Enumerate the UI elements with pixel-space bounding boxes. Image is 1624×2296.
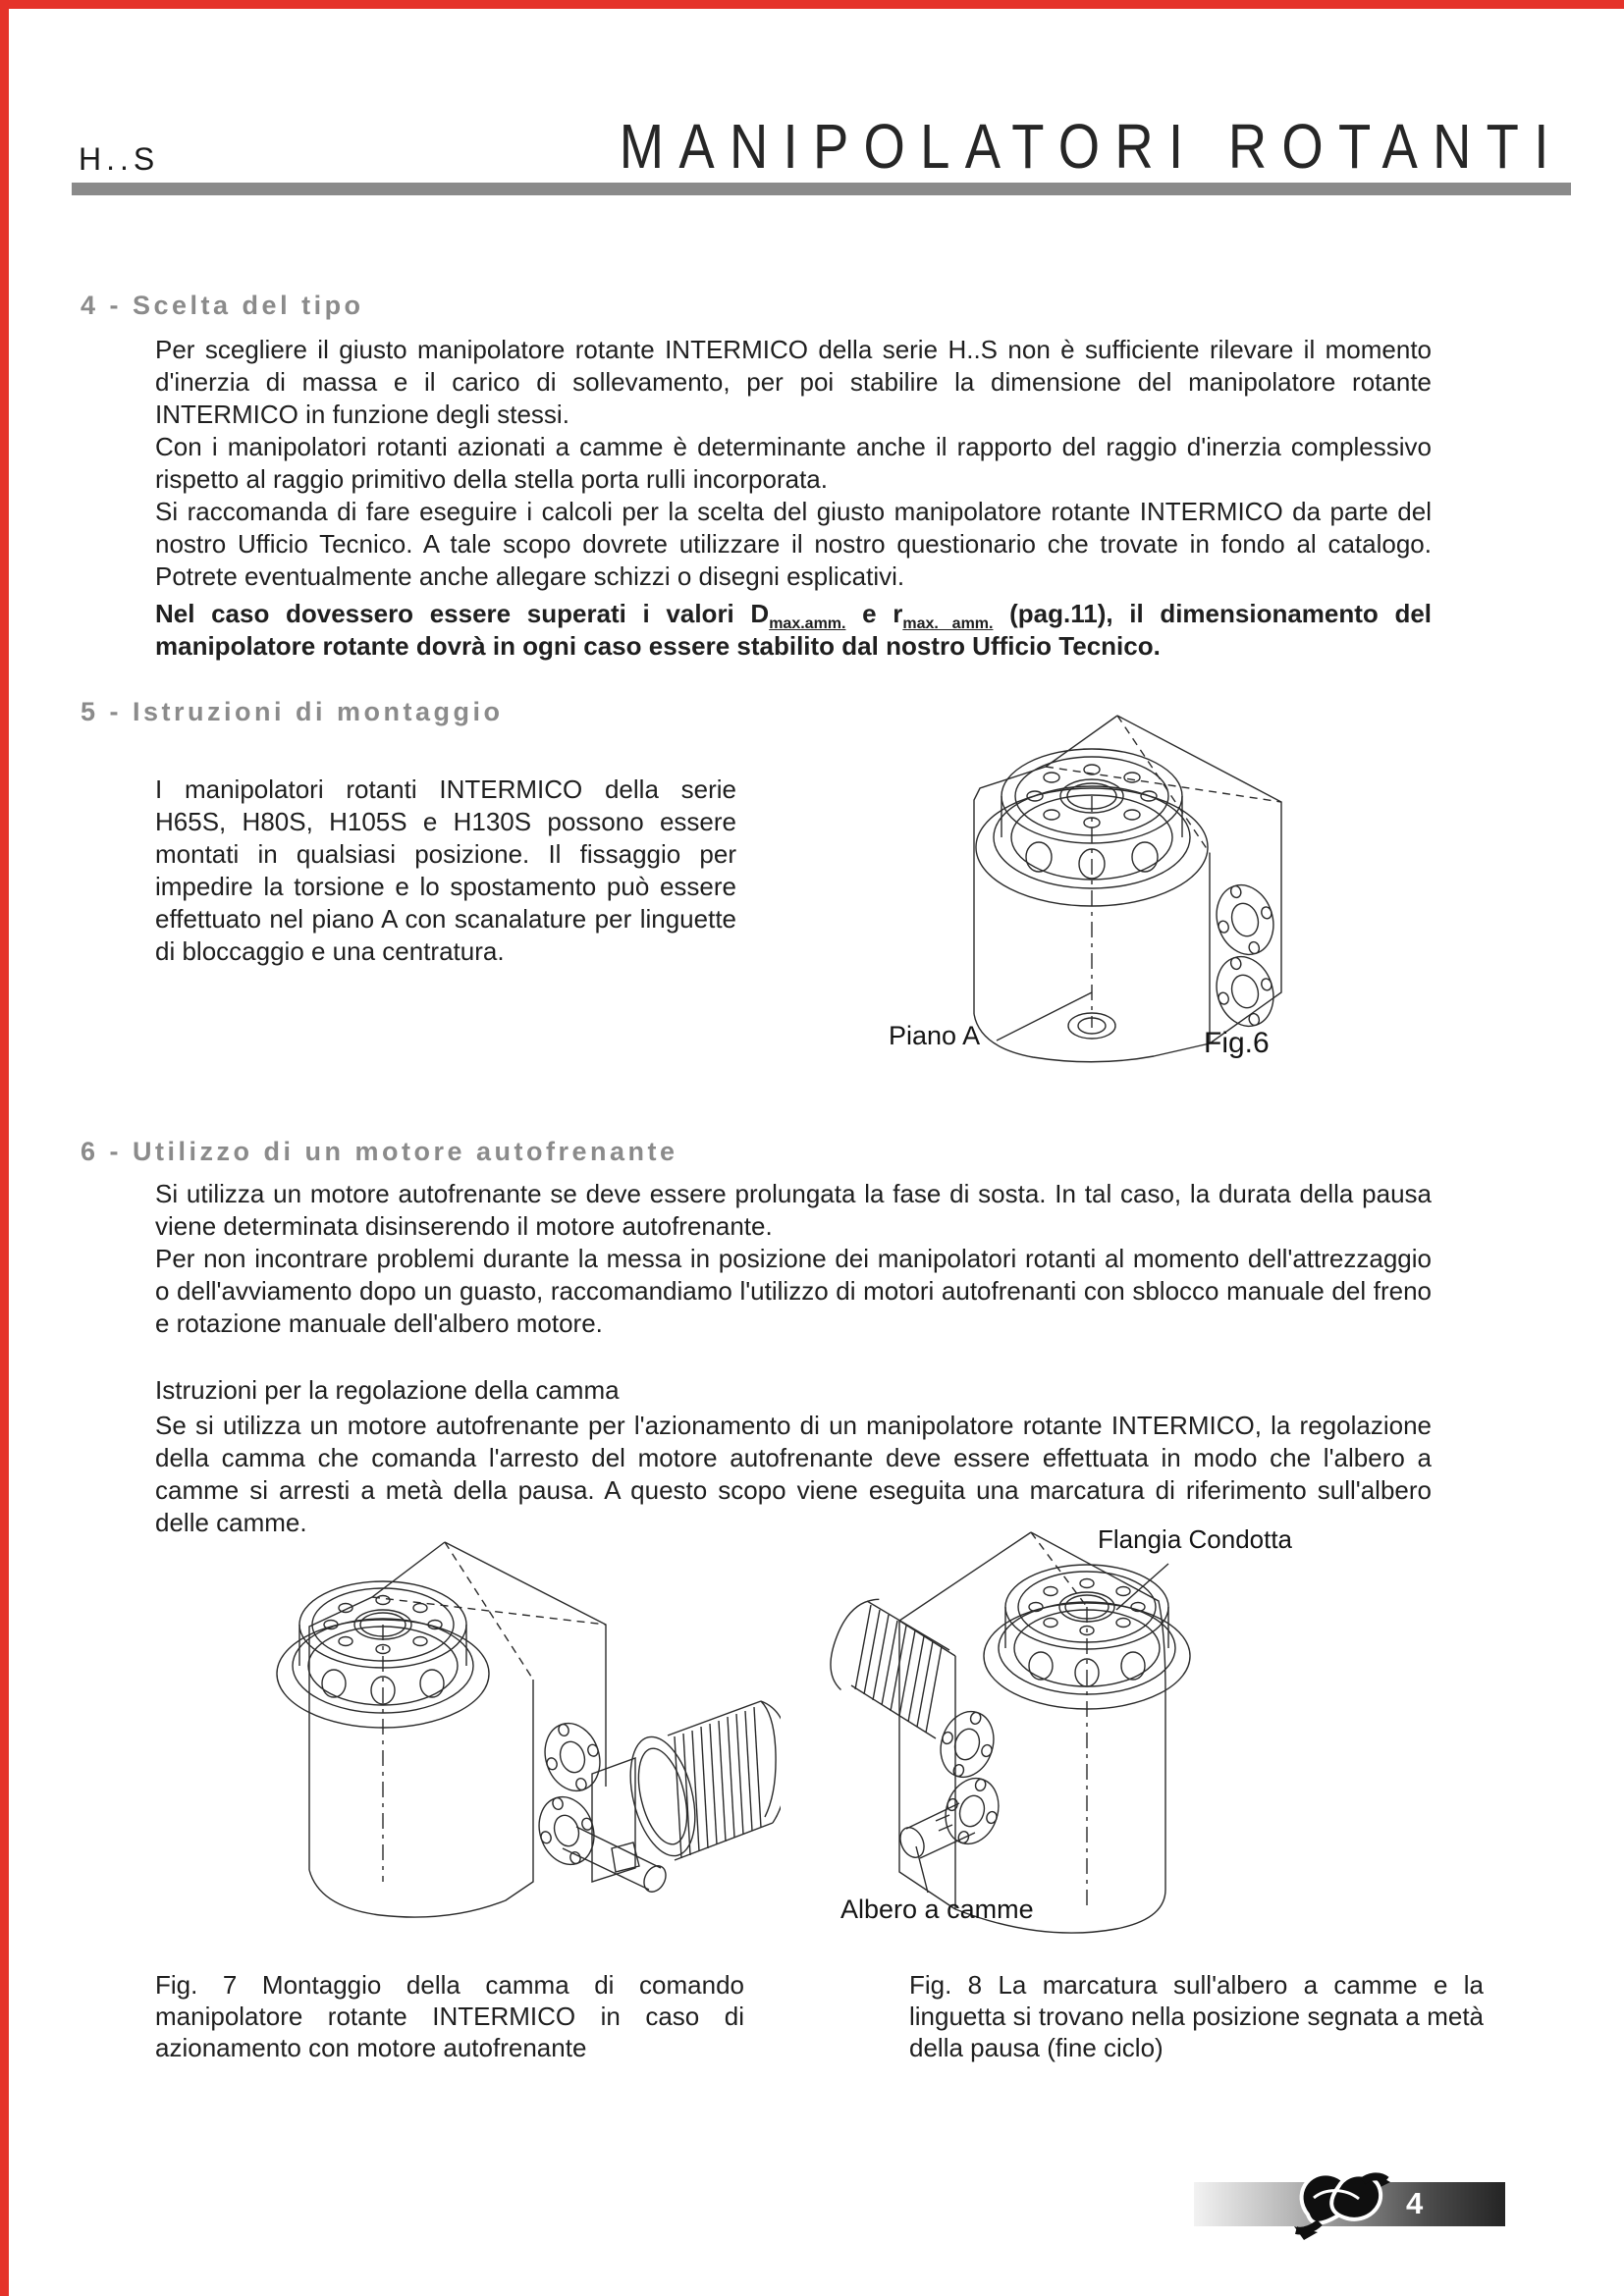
brand-logo-icon xyxy=(1284,2156,1394,2249)
fig6-label: Fig.6 xyxy=(1204,1027,1270,1059)
paragraph: Per non incontrare problemi durante la messa in posizione dei manipolatori rotanti al momento dell'attrezzaggio o dell'avviamento dopo un guasto, raccomandiamo l'utilizzo di motori autofrenanti con sblocco manuale del freno e rotazione manuale dell'albero motore. xyxy=(155,1244,1432,1338)
fig8-annotation-albero: Albero a camme xyxy=(840,1895,1034,1924)
paragraph: Se si utilizza un motore autofrenante per l'azionamento di un manipolatore rotante INTERMICO, la regolazione della camma che comanda l'arresto del motore autofrenante deve essere effettuata in modo che l'albero a camme si arresti a metà della pausa. A questo scopo viene eseguita una marcatura di riferimento sull'albero delle camme. xyxy=(155,1411,1432,1537)
page-number: 4 xyxy=(1406,2186,1424,2220)
fig8-caption: Fig. 8 La marcatura sull'albero a camme e la linguetta si trovano nella posizione segnata a metà della pausa (fine ciclo) xyxy=(909,1970,1484,2062)
fig7-drawing xyxy=(172,1536,781,1958)
paragraph: Con i manipolatori rotanti azionati a camme è determinante anche il rapporto del raggio d'inerzia complessivo rispetto al raggio primitivo della stella porta rulli incorporata. xyxy=(155,432,1432,494)
series-code: H..S xyxy=(79,141,160,177)
subscript-rmax: max. amm. xyxy=(902,615,994,633)
page-frame-top xyxy=(0,0,1624,9)
fig6-annotation-piano-a: Piano A xyxy=(889,1021,981,1050)
section-5-body xyxy=(155,774,736,968)
fig8-drawing xyxy=(830,1517,1434,1958)
header-rule xyxy=(72,183,1571,195)
fig7-caption: Fig. 7 Montaggio della camma di comando manipolatore rotante INTERMICO in caso di azionamento con motore autofrenante xyxy=(155,1970,744,2062)
fig8-annotation-flangia: Flangia Condotta xyxy=(1098,1524,1293,1554)
section-6-subheading: Istruzioni per la regolazione della camma xyxy=(155,1375,620,1405)
section-4-body xyxy=(155,334,1432,663)
page-title: MANIPOLATORI ROTANTI xyxy=(620,111,1564,182)
section-4-heading: 4 - Scelta del tipo xyxy=(81,291,364,320)
paragraph: Si utilizza un motore autofrenante se deve essere prolungata la fase di sosta. In tal caso, la durata della pausa viene determinata disinserendo il motore autofrenante. xyxy=(155,1179,1432,1241)
section-5-heading: 5 - Istruzioni di montaggio xyxy=(81,697,504,726)
page-frame-left xyxy=(0,0,9,2296)
section-6-body xyxy=(155,1178,1432,1340)
paragraph-bold: Nel caso dovessero essere superati i valori $D_{max.amm.}$ e $r_{max. amm.}$ (pag.11), il dimensionamento del manipolatore rotante dovrà in ogni caso essere stabilito dal nostro Ufficio Tecnico. xyxy=(155,599,1433,661)
section-6-heading: 6 - Utilizzo di un motore autofrenante xyxy=(81,1137,678,1166)
paragraph: I manipolatori rotanti INTERMICO della serie H65S, H80S, H105S e H130S possono essere montati in qualsiasi posizione. Il fissaggio per impedire la torsione e lo spostamento può essere effettuato nel piano A con scanalature per linguette di bloccaggio e una centratura. xyxy=(155,774,736,966)
paragraph: Per scegliere il giusto manipolatore rotante INTERMICO della serie H..S non è sufficiente rilevare il momento d'inerzia di massa e il carico di sollevamento, per poi stabilire la dimensione del manipolatore rotante INTERMICO in funzione degli stessi. xyxy=(155,335,1432,429)
subscript-dmax: max.amm. xyxy=(769,615,846,633)
paragraph: Si raccomanda di fare eseguire i calcoli per la scelta del giusto manipolatore rotante INTERMICO da parte del nostro Ufficio Tecnico. A tale scopo dovrete utilizzare il nostro questionario che trovate in fondo al catalogo. Potrete eventualmente anche allegare schizzi o disegni esplicativi. xyxy=(155,497,1432,591)
